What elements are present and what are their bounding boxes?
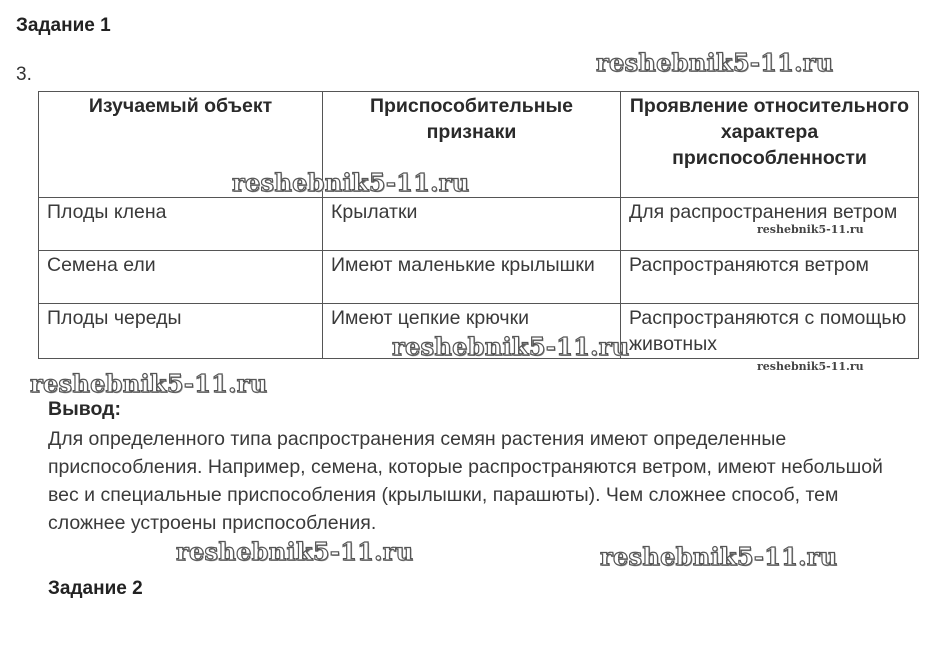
table-cell: Имеют маленькие крылышки: [323, 251, 621, 304]
conclusion-text: Для определенного типа распространения семян растения имеют определенные приспособления. Например, семена, которые распространяются ветром, имеют небольшой вес и специальные приспособления (крылышки, парашюты). Чем сложнее способ, тем сложнее устроены приспособления.: [48, 428, 883, 534]
table-row: [39, 251, 919, 304]
watermark: reshebnik5-11.ru: [596, 48, 834, 77]
header-relative-character: Проявление относительного характера приспособленности: [621, 92, 919, 198]
header-adaptive-features: Приспособительные признаки: [323, 92, 621, 198]
watermark: reshebnik5-11.ru: [392, 332, 630, 361]
table-cell: Распространяются с помощью животных: [621, 304, 919, 359]
table-cell: Имеют цепкие крючки: [323, 304, 621, 359]
watermark: reshebnik5-11.ru: [600, 542, 838, 571]
table-cell: Распространяются ветром: [621, 251, 919, 304]
task1-heading: Задание 1: [16, 15, 111, 36]
table-cell: Для распространения ветром: [621, 198, 919, 251]
watermark: reshebnik5-11.ru: [757, 360, 864, 373]
table-header-row: [39, 92, 919, 198]
header-studied-object: Изучаемый объект: [39, 92, 323, 198]
table-cell: Плоды клена: [39, 198, 323, 251]
watermark: reshebnik5-11.ru: [232, 168, 470, 197]
table-cell: Плоды череды: [39, 304, 323, 359]
watermark: reshebnik5-11.ru: [30, 369, 268, 398]
task2-heading: Задание 2: [48, 578, 143, 599]
watermark: reshebnik5-11.ru: [176, 537, 414, 566]
table-cell: Крылатки: [323, 198, 621, 251]
table-cell: Семена ели: [39, 251, 323, 304]
watermark: reshebnik5-11.ru: [757, 223, 864, 236]
conclusion-label: Вывод:: [48, 398, 121, 420]
item-number: 3.: [16, 64, 32, 85]
